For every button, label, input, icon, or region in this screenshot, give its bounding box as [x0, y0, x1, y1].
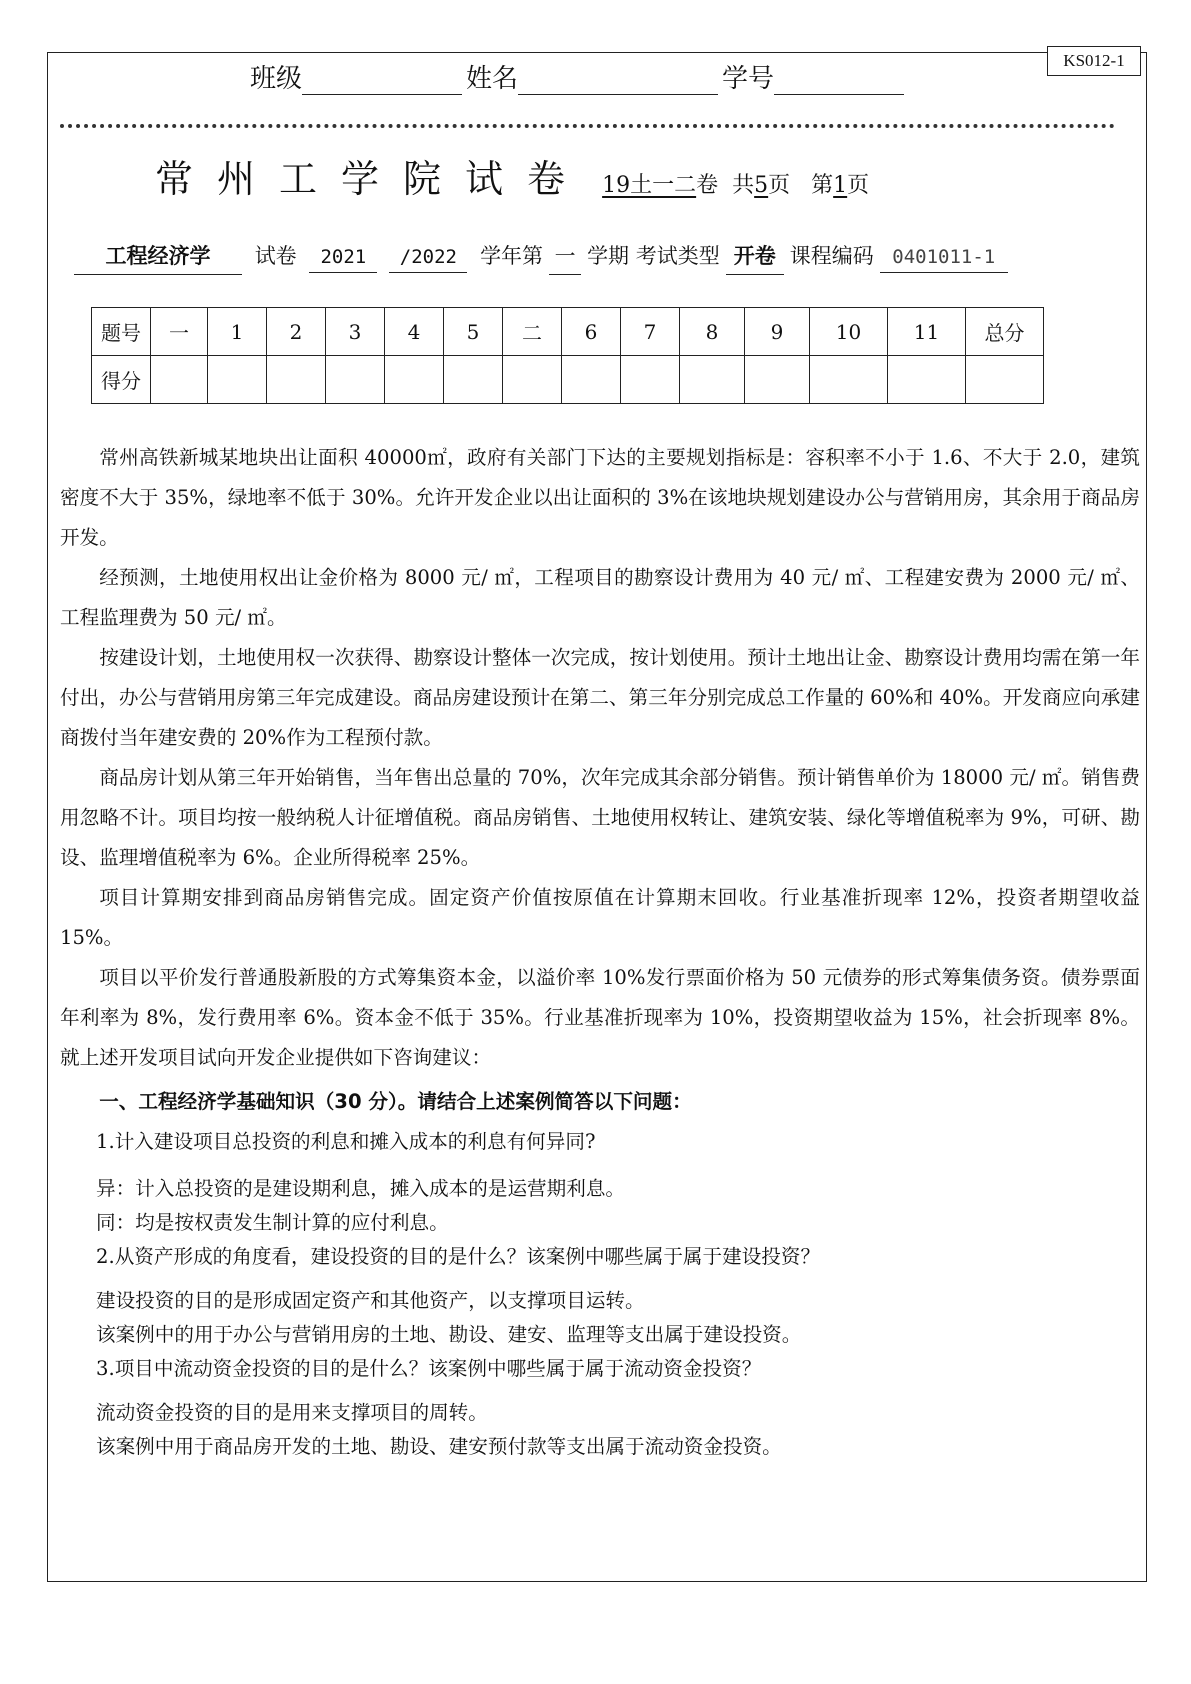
- score-cell[interactable]: [326, 356, 385, 404]
- school-name: 常州工学院试卷: [155, 157, 590, 201]
- course-info-row: 工程经济学 试卷 2021 /2022 学年第 一 学期 考试类型 开卷 课程编码 0401011-1: [68, 240, 1014, 275]
- score-cell[interactable]: [966, 356, 1044, 404]
- year-start: 2021: [309, 246, 377, 273]
- score-header-cell: 11: [888, 308, 966, 356]
- score-cell[interactable]: [621, 356, 680, 404]
- question-1: 1.计入建设项目总投资的利息和摊入成本的利息有何异同?: [96, 1130, 596, 1153]
- score-cell[interactable]: [208, 356, 267, 404]
- answer-3-line-2: 该案例中用于商品房开发的土地、勘设、建安预付款等支出属于流动资金投资。: [96, 1435, 782, 1458]
- section-title: 一、工程经济学基础知识（30 分）。请结合上述案例简答以下问题：: [99, 1090, 692, 1113]
- dotted-divider: [60, 114, 1115, 128]
- score-table-header-row: [92, 308, 1044, 356]
- score-cell[interactable]: [888, 356, 966, 404]
- case-paragraph: 商品房计划从第三年开始销售，当年售出总量的 70%，次年完成其余部分销售。预计销售单价为 18000 元/ ㎡。销售费用忽略不计。项目均按一般纳税人计征增值税。商品房销售、土地使用权转让、建筑安装、绿化等增值税率为 9%，可研、勘设、监理增值税率为 6%。企业所得税率 25%。: [60, 766, 1140, 869]
- score-header-cell: 7: [621, 308, 680, 356]
- score-header-cell: 二: [503, 308, 562, 356]
- term: 一: [549, 240, 581, 275]
- year-end: /2022: [389, 246, 467, 273]
- student-info-row: [250, 58, 908, 95]
- score-header-cell: 1: [208, 308, 267, 356]
- score-header-cell: 5: [444, 308, 503, 356]
- class-field[interactable]: [302, 66, 462, 95]
- paper-number: 19土一二: [602, 173, 697, 198]
- score-header-cell: 2: [267, 308, 326, 356]
- score-cell[interactable]: [385, 356, 444, 404]
- score-header-cell: 8: [680, 308, 745, 356]
- score-row-label: 得分: [92, 356, 151, 404]
- case-paragraph: 按建设计划，土地使用权一次获得、勘察设计整体一次完成，按计划使用。预计土地出让金、勘察设计费用均需在第一年付出，办公与营销用房第三年完成建设。商品房建设预计在第二、第三年分别完成总工作量的 60%和 40%。开发商应向承建商拨付当年建安费的 20%作为工程预付款。: [60, 646, 1140, 749]
- student-id-field[interactable]: [774, 66, 904, 95]
- total-pages: 5: [754, 173, 769, 198]
- score-table: [91, 307, 1044, 404]
- page-number: 1: [833, 173, 848, 198]
- score-cell[interactable]: [562, 356, 621, 404]
- answer-2-line-1: 建设投资的目的是形成固定资产和其他资产，以支撑项目运转。: [96, 1289, 645, 1312]
- answer-3-line-1: 流动资金投资的目的是用来支撑项目的周转。: [96, 1401, 488, 1424]
- case-paragraph: 常州高铁新城某地块出让面积 40000㎡，政府有关部门下达的主要规划指标是：容积率不小于 1.6、不大于 2.0，建筑密度不大于 35%，绿地率不低于 30%。允许开发企业以出让面积的 3%在该地块规划建设办公与营销用房，其余用于商品房开发。: [60, 446, 1140, 549]
- paper-code-box: KS012-1: [1047, 46, 1141, 76]
- score-header-cell: 10: [810, 308, 888, 356]
- question-3: 3.项目中流动资金投资的目的是什么？该案例中哪些属于属于流动资金投资？: [96, 1357, 762, 1380]
- score-table-score-row: [92, 356, 1044, 404]
- student-id-label: 学号: [722, 64, 775, 94]
- course-code: 0401011-1: [880, 246, 1008, 273]
- score-header-cell: 3: [326, 308, 385, 356]
- score-header-cell: 一: [151, 308, 208, 356]
- answer-1-line-1: 异：计入总投资的是建设期利息，摊入成本的是运营期利息。: [96, 1177, 626, 1200]
- class-label: 班级: [250, 64, 303, 94]
- exam-title: 常州工学院试卷 19土一二卷 共5页 第1页: [155, 157, 870, 201]
- case-paragraph: 项目计算期安排到商品房销售完成。固定资产价值按原值在计算期末回收。行业基准折现率 12%，投资者期望收益 15%。: [60, 886, 1140, 949]
- score-cell[interactable]: [503, 356, 562, 404]
- score-header-cell: 题号: [92, 308, 151, 356]
- score-cell[interactable]: [151, 356, 208, 404]
- question-2: 2.从资产形成的角度看，建设投资的目的是什么？该案例中哪些属于属于建设投资？: [96, 1245, 821, 1268]
- score-header-cell: 总分: [966, 308, 1044, 356]
- score-header-cell: 6: [562, 308, 621, 356]
- case-paragraph: 项目以平价发行普通股新股的方式筹集资本金，以溢价率 10%发行票面价格为 50 元债券的形式筹集债务资。债券票面年利率为 8%，发行费用率 6%。资本金不低于 35%。行业基准折现率为 10%，投资期望收益为 15%，社会折现率 8%。就上述开发项目试向开发企业提供如下咨询建议：: [60, 966, 1140, 1069]
- name-field[interactable]: [518, 66, 718, 95]
- exam-type: 开卷: [726, 240, 784, 275]
- answer-1-line-2: 同：均是按权责发生制计算的应付利息。: [96, 1211, 449, 1234]
- score-cell[interactable]: [745, 356, 810, 404]
- score-header-cell: 4: [385, 308, 444, 356]
- score-header-cell: 9: [745, 308, 810, 356]
- score-cell[interactable]: [267, 356, 326, 404]
- score-cell[interactable]: [680, 356, 745, 404]
- exam-content: [60, 438, 1140, 1464]
- answer-2-line-2: 该案例中的用于办公与营销用房的土地、勘设、建安、监理等支出属于建设投资。: [96, 1323, 802, 1346]
- score-cell[interactable]: [810, 356, 888, 404]
- score-cell[interactable]: [444, 356, 503, 404]
- course-name: 工程经济学: [74, 240, 242, 275]
- case-paragraph: 经预测，土地使用权出让金价格为 8000 元/ ㎡，工程项目的勘察设计费用为 40 元/ ㎡、工程建安费为 2000 元/ ㎡、工程监理费为 50 元/ ㎡。: [60, 566, 1140, 629]
- name-label: 姓名: [466, 64, 519, 94]
